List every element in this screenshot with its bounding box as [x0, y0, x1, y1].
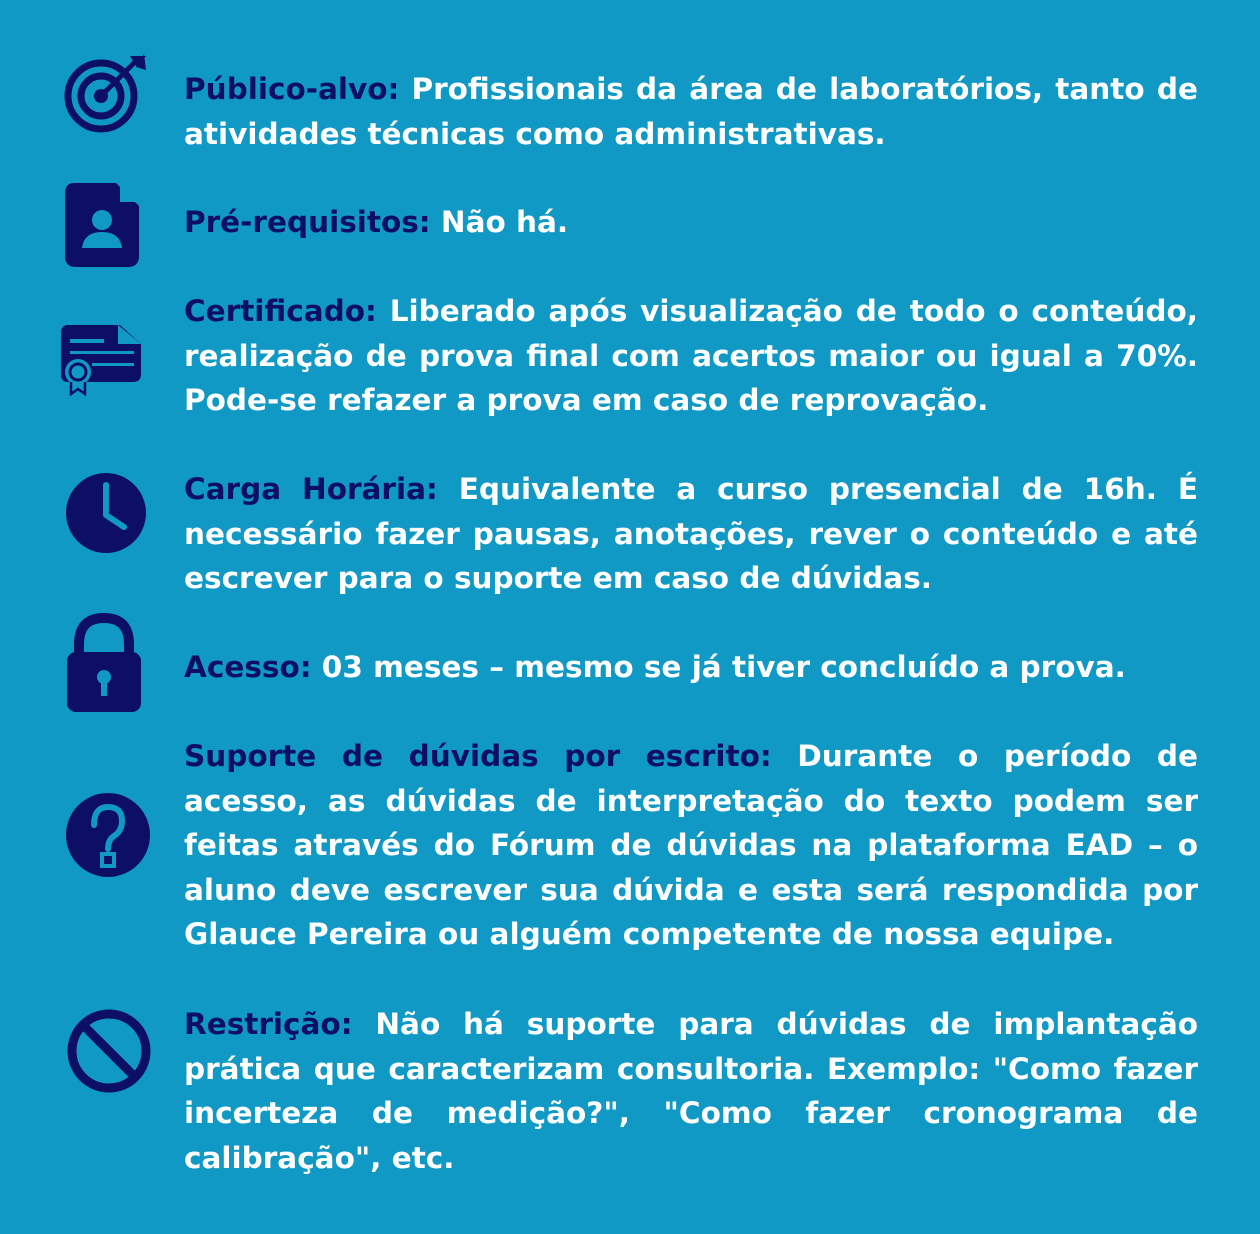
section-label: Carga Horária:: [184, 472, 438, 506]
target-icon: [64, 52, 148, 136]
section-text: Equivalente a curso presencial de 16h. É necessário fazer pausas, anotações, rever o conteúdo e até escrever para o suporte em caso de dúvidas.: [184, 472, 1198, 595]
lock-icon: [65, 612, 143, 714]
section-pre-requisitos: [184, 200, 1198, 245]
section-label: Restrição:: [184, 1007, 353, 1041]
section-text: Liberado após visualização de todo o conteúdo, realização de prova final com acertos maior ou igual a 70%. Pode-se refazer a prova em caso de reprovação.: [184, 294, 1198, 417]
section-text: 03 meses – mesmo se já tiver concluído a prova.: [321, 650, 1126, 684]
section-text: Profissionais da área de laboratórios, tanto de atividades técnicas como administrativas.: [184, 72, 1198, 151]
section-carga-horaria: [184, 467, 1198, 601]
user-document-icon: [64, 182, 140, 268]
section-label: Certificado:: [184, 294, 377, 328]
section-text: Não há suporte para dúvidas de implantação prática que caracterizam consultoria. Exemplo: "Como fazer incerteza de medição?", "Como fazer cronograma de calibração", etc.: [184, 1007, 1199, 1175]
section-suporte: [184, 734, 1198, 957]
section-acesso: [184, 645, 1198, 690]
section-restricao: [184, 1002, 1198, 1180]
section-label: Acesso:: [184, 650, 312, 684]
section-label: Suporte de dúvidas por escrito:: [184, 739, 772, 773]
clock-icon: [64, 471, 148, 555]
certificate-icon: [58, 322, 144, 396]
prohibited-icon: [64, 1006, 154, 1096]
section-text: Não há.: [440, 205, 569, 239]
question-icon: [64, 791, 152, 879]
section-certificado: [184, 289, 1198, 423]
section-label: Público-alvo:: [184, 72, 400, 106]
section-label: Pré-requisitos:: [184, 205, 431, 239]
section-text: Durante o período de acesso, as dúvidas de interpretação do texto podem ser feitas através do Fórum de dúvidas na plataforma EAD – o aluno deve escrever sua dúvida e esta será respondida por Glauce Pereira ou alguém competente de nossa equipe.: [184, 739, 1198, 951]
section-publico-alvo: [184, 67, 1198, 156]
